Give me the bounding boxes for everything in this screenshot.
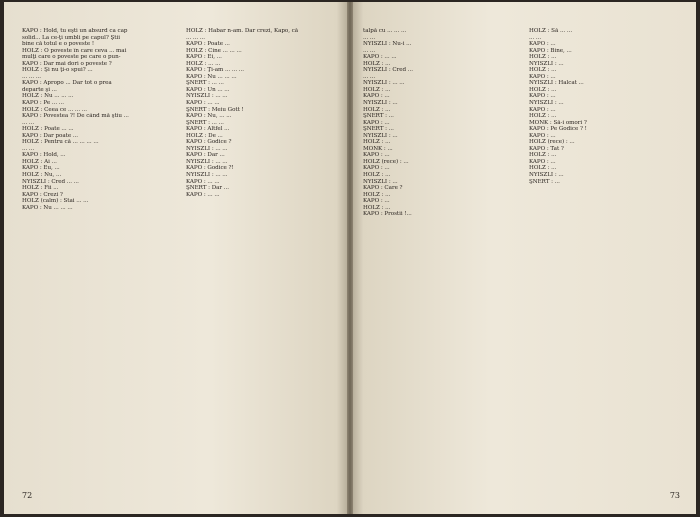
text-line: KAPO : Bine, ... bbox=[529, 47, 572, 54]
text-line: NYISZLI : ... ... bbox=[186, 158, 228, 165]
text-line: KAPO : ... bbox=[363, 198, 390, 205]
text-line: KAPO : Altfel ... bbox=[186, 126, 230, 133]
text-line: ... ... ... bbox=[186, 34, 206, 41]
text-line: HOLZ : Cine ... ... ... bbox=[186, 47, 242, 54]
text-line: KAPO : Dar mai dori o poveste ? bbox=[22, 60, 112, 67]
text-line: KAPO : ... bbox=[363, 165, 390, 172]
text-line: NYISZLI : ... bbox=[529, 172, 564, 179]
right-page bbox=[353, 2, 696, 514]
text-line: KAPO : ... ... bbox=[186, 191, 220, 198]
text-line: HOLZ : ... bbox=[363, 106, 391, 113]
text-line: NYISZLI : ... bbox=[529, 100, 564, 107]
text-line: KAPO : ... ... bbox=[363, 54, 397, 61]
text-line: KAPO : Ţi-am ... ... ... bbox=[186, 67, 244, 74]
text-line: KAPO : ... bbox=[363, 152, 390, 159]
text-line: KAPO : Dar poate ... bbox=[22, 132, 79, 139]
text-line: NYISZLI : Nu-i ... bbox=[363, 41, 412, 48]
text-line: ŞNERT : ... bbox=[363, 126, 394, 133]
text-line: NYISZLI : ... bbox=[363, 178, 398, 185]
text-line: NYISZLI : ... ... bbox=[186, 93, 228, 100]
text-line: KAPO : ... bbox=[529, 158, 556, 165]
left-page-column-1 bbox=[22, 28, 169, 496]
text-line: ... ... bbox=[22, 145, 35, 152]
right-page-column-1 bbox=[363, 28, 510, 496]
text-line: ... ... ... bbox=[22, 73, 42, 80]
text-line: HOLZ : ... bbox=[529, 86, 557, 93]
left-page-column-2 bbox=[186, 28, 333, 496]
text-line: HOLZ : Nu ... ... ... bbox=[22, 93, 74, 100]
text-line: KAPO : Godice ?! bbox=[186, 165, 234, 172]
text-line: KAPO : Tat ? bbox=[529, 145, 564, 152]
text-line: ŞNERT : ... bbox=[529, 178, 560, 185]
text-line: KAPO : Nu, ... ... bbox=[186, 113, 232, 120]
text-line: KAPO : Poate ... bbox=[186, 41, 230, 48]
text-line: ŞNERT : Meiu Gott ! bbox=[186, 106, 244, 113]
text-line: HOLZ : ... bbox=[529, 165, 557, 172]
text-line: KAPO : Pe ... ... bbox=[22, 100, 64, 107]
text-line: NYISZLI : ... ... bbox=[186, 172, 228, 179]
text-line: ... ... bbox=[363, 47, 376, 54]
text-line: MONK : ... bbox=[363, 145, 393, 152]
text-line: departe şi ... bbox=[22, 86, 57, 93]
text-line: KAPO : ... bbox=[529, 41, 556, 48]
text-line: KAPO : Ei, ... bbox=[186, 54, 222, 61]
text-line: KAPO : Care ? bbox=[363, 185, 403, 192]
text-line: HOLZ (rece) : ... bbox=[363, 158, 409, 165]
text-line: KAPO : ... ... bbox=[186, 100, 220, 107]
text-line: HOLZ : Habar n-am. Dar crezi, Kapo, că bbox=[186, 28, 299, 34]
text-line: HOLZ : De ... bbox=[186, 132, 223, 139]
open-book bbox=[4, 2, 696, 514]
text-line: NYISZLI : Halcat ... bbox=[529, 80, 584, 87]
text-line: HOLZ : Să ... ... bbox=[529, 28, 573, 34]
text-line: HOLZ : ... bbox=[363, 139, 391, 146]
text-line: HOLZ : ... bbox=[363, 204, 391, 211]
text-line: mulţi care o poveste pe care o pun- bbox=[22, 54, 121, 61]
text-line: KAPO : ... bbox=[529, 93, 556, 100]
text-line: HOLZ : ... bbox=[529, 113, 557, 120]
right-page-column-2 bbox=[529, 28, 676, 496]
text-line: talpă cu ... ... ... bbox=[363, 28, 407, 34]
text-line: KAPO : Crezi ? bbox=[22, 191, 63, 198]
text-line: HOLZ (rece) : ... bbox=[529, 139, 575, 146]
text-line: KAPO : ... bbox=[529, 73, 556, 80]
text-line: KAPO : Hold, tu eşti un absurd ca cap bbox=[22, 28, 128, 34]
text-line: HOLZ : ... bbox=[529, 152, 557, 159]
text-line: KAPO : ... bbox=[363, 93, 390, 100]
text-line: HOLZ : Nu, ... bbox=[22, 172, 62, 179]
text-line: HOLZ : ... bbox=[363, 172, 391, 179]
text-line: ŞNERT : ... bbox=[363, 113, 394, 120]
text-line: NYISZLI : ... bbox=[529, 60, 564, 67]
text-line: KAPO : Godice ? bbox=[186, 139, 232, 146]
text-line: KAPO : Nu ... ... ... bbox=[186, 73, 237, 80]
text-line: bine că totul e o poveste ! bbox=[22, 41, 95, 48]
text-line: HOLZ : Fii ... bbox=[22, 185, 59, 192]
text-line: KAPO : Pe Godice ? ! bbox=[529, 126, 587, 133]
text-line: ŞNERT : Dar ... bbox=[186, 185, 229, 192]
text-line: NYISZLI : Cred ... bbox=[363, 67, 413, 74]
text-line: solid... La ce-ţi umbli pe capul? Ştii bbox=[22, 34, 120, 41]
text-line: KAPO : Povestea ?! De când mă ştiu ... bbox=[22, 113, 129, 120]
text-line: KAPO : ... bbox=[529, 106, 556, 113]
text-line: HOLZ : Ceea ce ... ... ... bbox=[22, 106, 88, 113]
text-line: KAPO : Prostii !... bbox=[363, 211, 412, 218]
text-line: KAPO : Hold, ... bbox=[22, 152, 66, 159]
text-line: HOLZ : O poveste în care ceva ... mai bbox=[22, 47, 127, 54]
text-line: HOLZ : ... ... bbox=[186, 60, 221, 67]
text-line: KAPO : ... ... bbox=[186, 178, 220, 185]
page-number-right: 73 bbox=[669, 491, 680, 500]
page-number-left: 72 bbox=[22, 491, 33, 500]
text-line: KAPO : Apropo ... Dar tot o prea bbox=[22, 80, 112, 87]
text-line: NYISZLI : ... bbox=[363, 132, 398, 139]
text-line: HOLZ : Poate ... ... bbox=[22, 126, 74, 133]
text-line: KAPO : Un ... ... bbox=[186, 86, 230, 93]
text-line: KAPO : Eu, ... bbox=[22, 165, 60, 172]
text-line: ŞNERT : ... ... bbox=[186, 80, 224, 87]
text-line: HOLZ (calm) : Stai ... ... bbox=[22, 198, 89, 205]
text-line: ... ... bbox=[363, 34, 376, 41]
text-line: KAPO : ... bbox=[529, 132, 556, 139]
text-line: KAPO : Dar ... bbox=[186, 152, 225, 159]
text-line: HOLZ : ... bbox=[529, 54, 557, 61]
text-line: NYISZLI : Cred ... ... bbox=[22, 178, 79, 185]
left-page bbox=[4, 2, 347, 514]
text-line: NYISZLI : ... ... bbox=[363, 80, 405, 87]
text-line: KAPO : Nu ... ... ... bbox=[22, 204, 73, 211]
text-line: HOLZ : Ai ... bbox=[22, 158, 57, 165]
text-line: ... ... bbox=[22, 119, 35, 126]
text-line: MONK : Să-i omori ? bbox=[529, 119, 587, 126]
text-line: HOLZ : ... bbox=[363, 60, 391, 67]
text-line: HOLZ : ... bbox=[529, 67, 557, 74]
text-line: ... ... bbox=[363, 73, 376, 80]
text-line: ŞNERT : ... ... bbox=[186, 119, 224, 126]
text-line: HOLZ : Şi nu ţi-o spui? ... bbox=[22, 67, 93, 74]
text-line: KAPO : ... bbox=[363, 119, 390, 126]
text-line: NYISZLI : ... bbox=[363, 100, 398, 107]
text-line: HOLZ : Pentru că ... ... ... ... bbox=[22, 139, 99, 146]
text-line: NYISZLI : ... ... bbox=[186, 145, 228, 152]
text-line: HOLZ : ... bbox=[363, 191, 391, 198]
text-line: ... ... bbox=[529, 34, 542, 41]
text-line: HOLZ : ... bbox=[363, 86, 391, 93]
